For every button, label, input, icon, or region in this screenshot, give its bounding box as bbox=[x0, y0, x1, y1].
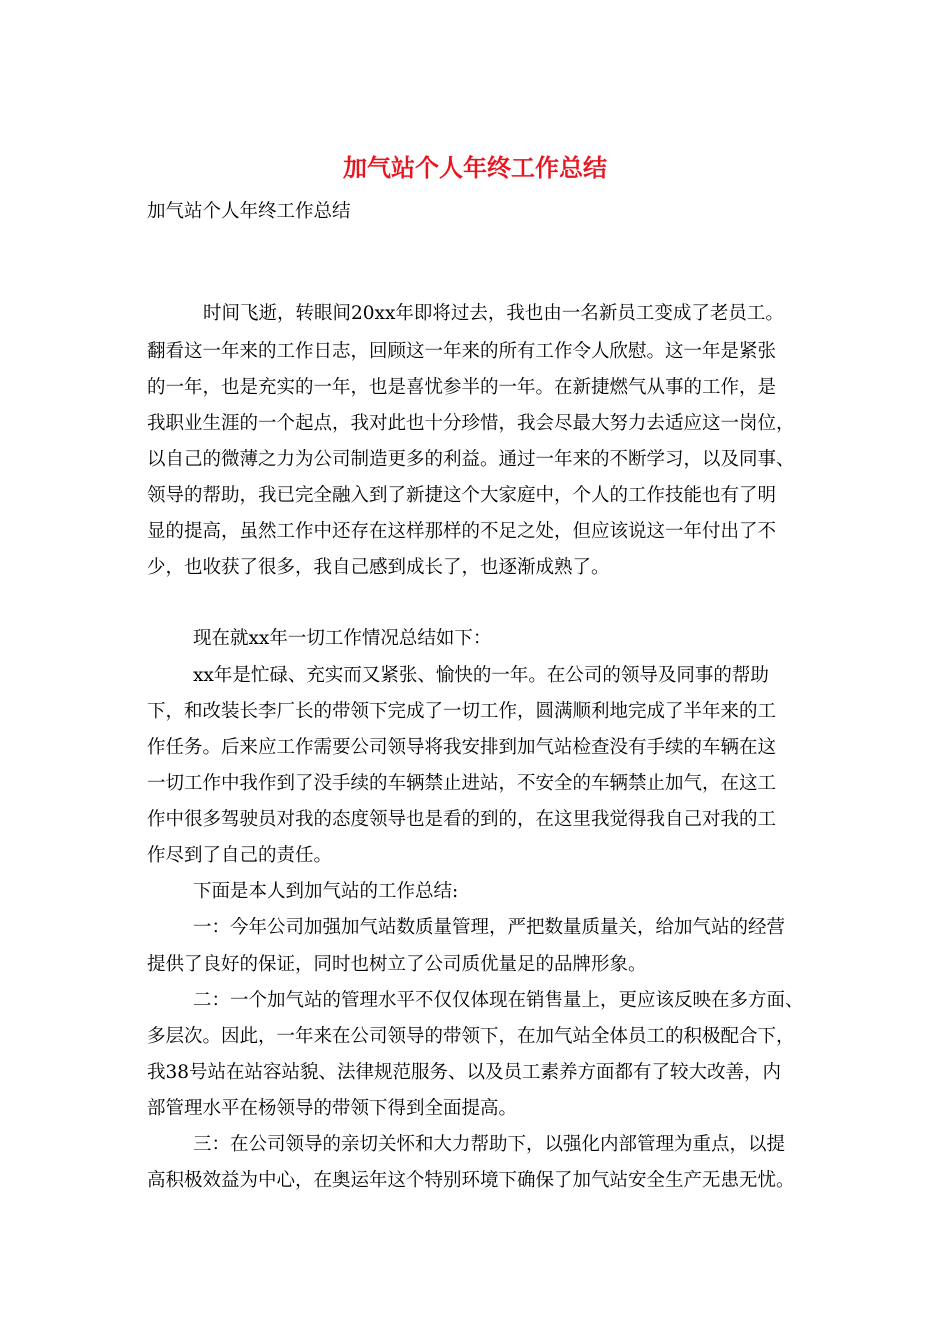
body-line: 下，和改装长李厂长的带领下完成了一切工作，圆满顺利地完成了半年来的工 bbox=[147, 701, 777, 722]
body-line: 我38号站在站容站貌、法律规范服务、以及员工素养方面都有了较大改善，内 bbox=[147, 1062, 782, 1083]
body-line: 时间飞逝，转眼间20xx年即将过去，我也由一名新员工变成了老员工。 bbox=[203, 303, 784, 324]
body-line: 一：今年公司加强加气站数质量管理，严把数量质量关，给加气站的经营 bbox=[193, 917, 786, 938]
body-line: 多层次。因此，一年来在公司领导的带领下，在加气站全体员工的积极配合下， bbox=[147, 1026, 795, 1047]
body-line: 作任务。后来应工作需要公司领导将我安排到加气站检查没有手续的车辆在这 bbox=[147, 737, 777, 758]
body-line: 下面是本人到加气站的工作总结: bbox=[193, 881, 459, 902]
document-title: 加气站个人年终工作总结 bbox=[343, 153, 607, 182]
body-line: 三：在公司领导的亲切关怀和大力帮助下，以强化内部管理为重点，以提 bbox=[193, 1134, 786, 1155]
body-line: xx年是忙碌、充实而又紧张、愉快的一年。在公司的领导及同事的帮助 bbox=[193, 665, 769, 686]
document-subtitle: 加气站个人年终工作总结 bbox=[147, 201, 351, 222]
body-line: 现在就xx年一切工作情况总结如下： bbox=[193, 628, 492, 649]
body-line: 二：一个加气站的管理水平不仅仅体现在销售量上，更应该反映在多方面、 bbox=[193, 990, 804, 1011]
body-line: 提供了良好的保证，同时也树立了公司质优量足的品牌形象。 bbox=[147, 954, 647, 975]
body-line: 我职业生涯的一个起点，我对此也十分珍惜，我会尽最大努力去适应这一岗位， bbox=[147, 413, 795, 434]
body-line: 少，也收获了很多，我自己感到成长了，也逐渐成熟了。 bbox=[147, 557, 610, 578]
body-line: 高积极效益为中心，在奥运年这个特别环境下确保了加气站安全生产无患无忧。 bbox=[147, 1170, 795, 1191]
body-line: 的一年，也是充实的一年，也是喜忧参半的一年。在新捷燃气从事的工作，是 bbox=[147, 377, 777, 398]
body-line: 作中很多驾驶员对我的态度领导也是看的到的，在这里我觉得我自己对我的工 bbox=[147, 809, 777, 830]
body-line: 翻看这一年来的工作日志，回顾这一年来的所有工作令人欣慰。这一年是紧张 bbox=[147, 341, 777, 362]
body-line: 以自己的微薄之力为公司制造更多的利益。通过一年来的不断学习，以及同事、 bbox=[147, 449, 795, 470]
body-line: 部管理水平在杨领导的带领下得到全面提高。 bbox=[147, 1098, 518, 1119]
body-line: 作尽到了自己的责任。 bbox=[147, 845, 333, 866]
body-line: 显的提高，虽然工作中还存在这样那样的不足之处，但应该说这一年付出了不 bbox=[147, 521, 777, 542]
body-line: 领导的帮助，我已完全融入到了新捷这个大家庭中，个人的工作技能也有了明 bbox=[147, 485, 777, 506]
body-line: 一切工作中我作到了没手续的车辆禁止进站，不安全的车辆禁止加气，在这工 bbox=[147, 773, 777, 794]
